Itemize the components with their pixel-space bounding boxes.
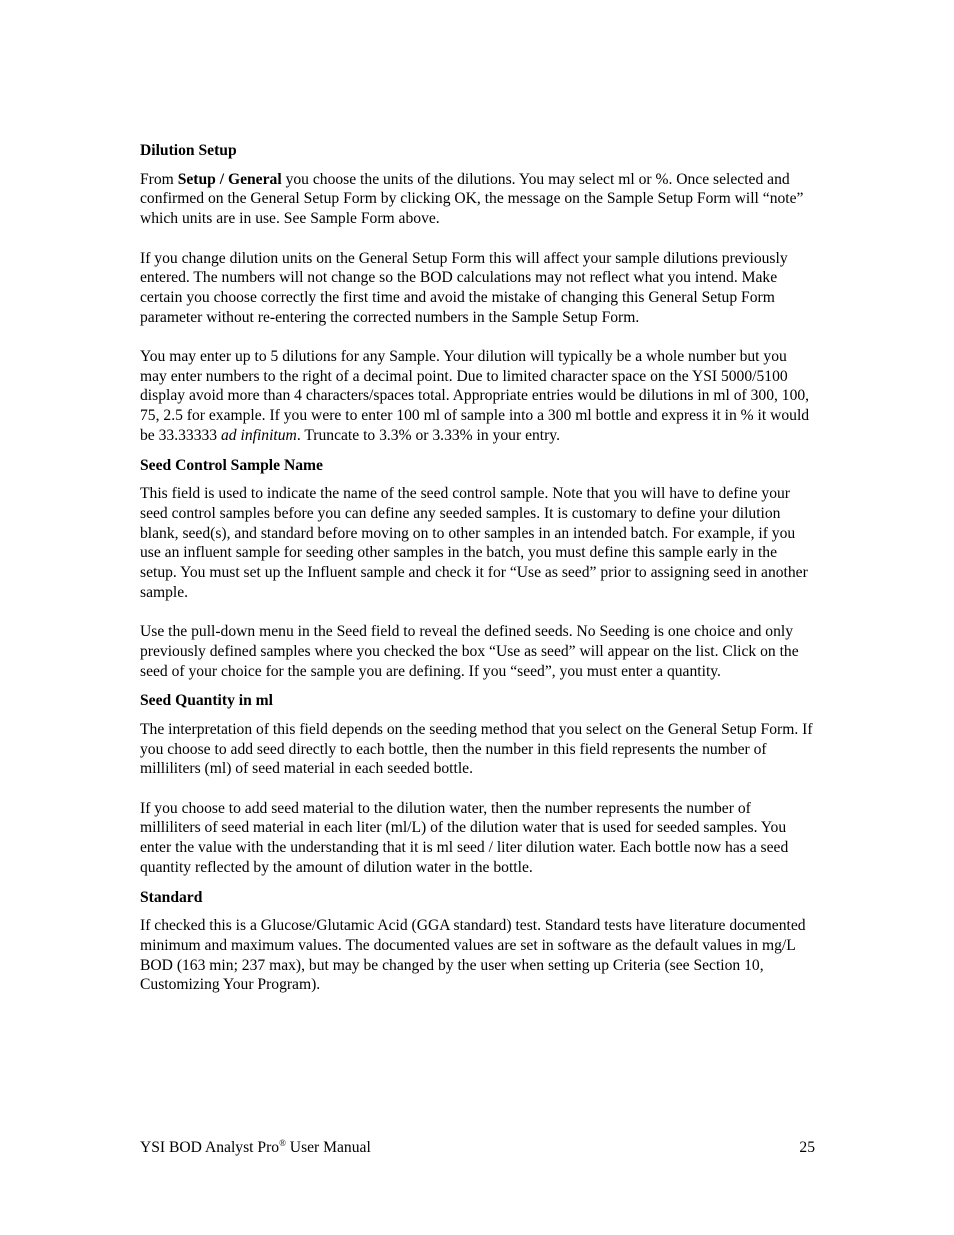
paragraph: This field is used to indicate the name of the seed control sample. Note that you will have to define your seed control samples before you can define any seeded samples. It is customary to define your dilution blank, seed(s), and standard before moving on to other samples in an intended batch. For example, if you use an influent sample for seeding other samples in the batch, you must define this sample early in the setup. You must set up the Influent sample and check it for “Use as seed” prior to assigning seed in another sample. [140,485,808,601]
paragraph-text: You may enter up to 5 dilutions for any Sample. Your dilution will typically be a whole number but you may enter numbers to the right of a decimal point. Due to limited character space on the YSI 5000/5100 display avoid more than 4 characters/spaces total. Appropriate entries would be dilutions in ml of 300, 100, 75, 2.5 for example. If you were to enter 100 ml of sample into a 300 ml bottle and express it in % it would be 33.33333 [140,348,810,444]
page-footer [140,1138,815,1158]
section-heading-seed-control: Seed Control Sample Name [140,456,323,474]
paragraph [140,347,815,446]
section-heading-standard: Standard [140,888,203,906]
paragraph: Use the pull-down menu in the Seed field to reveal the defined seeds. No Seeding is one choice and only previously defined samples where you checked the box “Use as seed” will appear on the list. Click on the seed of your choice for the sample you are defining. If you “seed”, you must enter a quantity. [140,623,799,680]
page-number: 25 [799,1139,815,1156]
section-heading-dilution-setup: Dilution Setup [140,142,237,159]
section-heading-seed-quantity: Seed Quantity in ml [140,692,273,710]
paragraph: The interpretation of this field depends on the seeding method that you select on the General Setup Form. If you choose to add seed directly to each bottle, then the number in this field represents the number of milliliters (ml) of seed material in each seeded bottle. [140,720,813,778]
footer-title-text: YSI BOD Analyst Pro [140,1139,280,1156]
footer-title-text: User Manual [285,1139,371,1156]
footer-title [140,1138,371,1158]
paragraph: If you choose to add seed material to the dilution water, then the number represents the number of milliliters of seed material in each liter (ml/L) of the dilution water that is used for seeded samples. You enter the value with the understanding that it is ml seed / liter dilution water. Each bottle now has a seed quantity reflected by the amount of dilution water in the bottle. [140,799,789,876]
italic-text: ad infinitum [221,426,297,444]
paragraph: If checked this is a Glucose/Glutamic Acid (GGA standard) test. Standard tests have literature documented minimum and maximum values. The documented values are set in software as the default values in mg/L BOD (163 min; 237 max), but may be changed by the user when setting up Criteria (see Section 10, Customizing Your Program). [140,917,806,994]
paragraph-text: . Truncate to 3.3% or 3.33% in your entry. [296,426,560,444]
paragraph-text: you choose the units of the dilutions. You may select ml or %. Once selected and confirmed on the General Setup Form by clicking OK, the message on the Sample Setup Form will “note” which units are in use. See Sample Form above. [140,170,804,228]
document-body [140,141,815,1005]
paragraph: If you change dilution units on the General Setup Form this will affect your sample dilutions previously entered. The numbers will not change so the BOD calculations may not reflect what you intend. Make certain you choose correctly the first time and avoid the mistake of changing this General Setup Form parameter without re-entering the corrected numbers in the Sample Setup Form. [140,249,788,326]
registered-mark: ® [279,1137,286,1148]
paragraph [140,170,815,229]
menu-path-text: Setup / General [177,170,282,188]
paragraph-text: From [140,170,178,188]
